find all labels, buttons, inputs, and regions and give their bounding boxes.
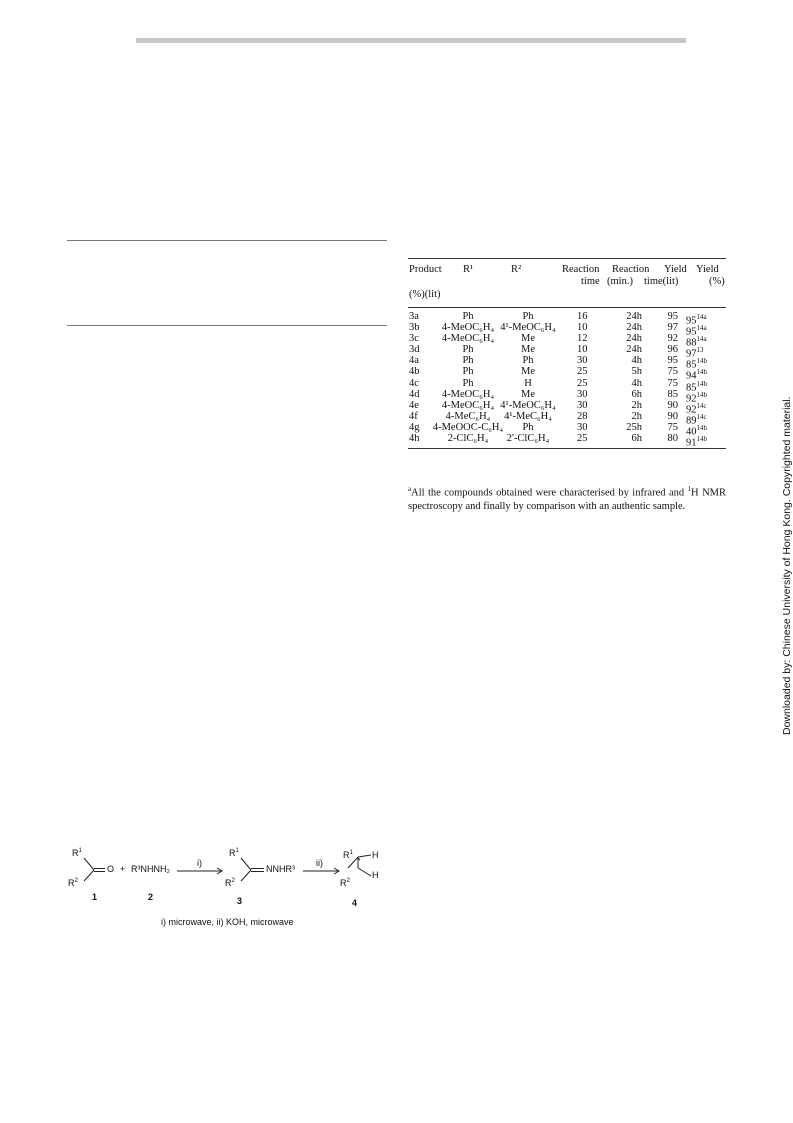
reference-sup: 14b xyxy=(696,379,707,388)
reaction-scheme xyxy=(60,840,360,935)
scheme-r2-sup: 2 xyxy=(74,878,78,884)
left-rule-bottom xyxy=(67,325,387,326)
yield-cell: 85 xyxy=(667,388,678,400)
table-footnote xyxy=(408,483,726,513)
r1-cell: 2-ClC₆H₄ xyxy=(447,433,489,445)
scheme-r1-sup-3: 1 xyxy=(349,850,353,856)
yield-cell: 90 xyxy=(667,399,678,411)
scheme-step-1: i) xyxy=(197,858,202,868)
reference-sup: 14c xyxy=(696,401,707,410)
product-cell: 4d xyxy=(409,388,420,400)
header-reaction-min-2: (min.) xyxy=(607,276,633,287)
reaction-time-cell: 10 xyxy=(577,322,588,334)
header-reaction-time-2: time xyxy=(581,276,600,287)
product-cell: 4a xyxy=(409,355,419,367)
footnote-mark: a xyxy=(408,485,412,493)
yield-lit-value: 85 xyxy=(686,382,697,394)
table-row xyxy=(408,344,726,360)
product-cell: 4e xyxy=(409,399,419,411)
yield-cell: 75 xyxy=(667,366,678,378)
r2-cell: 4¹-MeOC₆H₄ xyxy=(500,399,556,411)
yield-lit-value: 40 xyxy=(686,426,697,438)
scheme-r2-sup-2: 2 xyxy=(231,878,235,884)
yield-lit-value: 92 xyxy=(686,404,697,416)
yield-lit-value: 85 xyxy=(686,359,697,371)
r2-cell: Ph xyxy=(522,355,534,367)
product-cell: 4g xyxy=(409,421,420,433)
yield-cell: 96 xyxy=(667,344,678,356)
table-row xyxy=(408,433,726,449)
table-row xyxy=(408,322,726,338)
reaction-time-cell: 10 xyxy=(577,344,588,356)
scheme-r1-ketone xyxy=(72,848,82,858)
header-reaction-time: Reaction xyxy=(562,264,600,275)
r2-cell: H xyxy=(524,377,532,389)
yield-cell: 80 xyxy=(667,433,678,445)
r1-cell: 4-MeOC₆H₄ xyxy=(441,322,495,334)
reaction-time-lit-cell: 24h xyxy=(626,311,642,322)
scheme-r2-text-3: R xyxy=(340,878,347,888)
scheme-reagent: R³NHNH₂ xyxy=(131,864,170,874)
r1-cell: 4-MeOOC-C₆H₄ xyxy=(432,421,504,433)
header-r2: R² xyxy=(511,264,522,275)
r1-cell: Ph xyxy=(462,377,474,389)
r1-cell: 4-MeOC₆H₄ xyxy=(441,388,495,400)
table-bottom-rule xyxy=(408,448,726,449)
product-cell: 3c xyxy=(409,333,419,345)
r1-cell: Ph xyxy=(462,344,474,356)
scheme-r1-sup-2: 1 xyxy=(235,848,239,854)
reaction-time-lit-cell: 6h xyxy=(631,388,642,400)
reaction-time-cell: 30 xyxy=(577,399,588,411)
table-row xyxy=(408,366,726,382)
yield-cell: 75 xyxy=(667,421,678,433)
header-reaction-min: Reaction xyxy=(612,264,650,275)
reaction-time-lit-cell: 5h xyxy=(631,366,642,378)
reaction-time-lit-cell: 6h xyxy=(631,433,642,445)
scheme-label-4: 4 xyxy=(352,898,358,908)
r2-cell: Me xyxy=(521,344,535,356)
r1-cell: 4-MeOC₆H₄ xyxy=(441,333,495,345)
r1-cell: Ph xyxy=(462,311,474,322)
reaction-time-lit-cell: 4h xyxy=(631,355,642,367)
download-notice: Downloaded by: Chinese University of Hong Kong. Copyrighted material. xyxy=(781,396,793,735)
r2-cell: 4¹-MeC₆H₄ xyxy=(504,410,552,422)
yield-lit-cell xyxy=(686,433,707,450)
header-yield-2: Yield xyxy=(696,264,719,275)
table-row xyxy=(408,355,726,371)
yield-lit-value: 92 xyxy=(686,393,697,405)
product-cell: 4h xyxy=(409,433,420,445)
scheme-r1-sup: 1 xyxy=(78,848,82,854)
reference-sup: 14a xyxy=(696,324,707,333)
scheme-step-2: ii) xyxy=(316,858,323,868)
scheme-r1-text: R xyxy=(72,848,79,858)
reaction-time-cell: 30 xyxy=(577,355,588,367)
reference-sup: 14b xyxy=(696,435,707,444)
reaction-time-lit-cell: 2h xyxy=(631,399,642,411)
r2-cell: Me xyxy=(521,388,535,400)
product-cell: 4c xyxy=(409,377,419,389)
header-product: Product xyxy=(409,264,442,275)
yield-lit-value: 95 xyxy=(686,315,697,327)
reaction-time-lit-cell: 2h xyxy=(631,410,642,422)
yield-cell: 90 xyxy=(667,410,678,422)
scheme-r1-text-2: R xyxy=(229,848,236,858)
reaction-time-cell: 25 xyxy=(577,366,588,378)
scheme-r1-text-3: R xyxy=(343,850,350,860)
reaction-time-lit-cell: 25h xyxy=(626,421,642,433)
yield-cell: 95 xyxy=(667,311,678,322)
r2-cell: Me xyxy=(521,366,535,378)
reference-sup: 14a xyxy=(696,313,707,321)
header-bar xyxy=(136,38,686,43)
scheme-carbonyl-o: O xyxy=(107,864,115,874)
r2-cell: 2'-ClC₆H₄ xyxy=(506,433,550,445)
scheme-r2-sup-3: 2 xyxy=(346,878,350,884)
scheme-label-1: 1 xyxy=(92,892,98,902)
reference-sup: 13 xyxy=(696,346,704,355)
footnote-text-2: H NMR spectroscopy and finally by comparison with an authentic sample. xyxy=(408,487,726,512)
reaction-time-cell: 28 xyxy=(577,410,588,422)
scheme-label-3: 3 xyxy=(237,896,243,906)
footnote-sup: 1 xyxy=(687,485,692,493)
scheme-product-bonds xyxy=(345,850,375,890)
r2-cell: Ph xyxy=(522,311,534,322)
header-yield-1: Yield xyxy=(664,264,687,275)
table-header xyxy=(408,259,726,300)
product-cell: 4b xyxy=(409,366,420,378)
yield-cell: 97 xyxy=(667,322,678,334)
yield-cell: 92 xyxy=(667,333,678,345)
reaction-time-lit-cell: 24h xyxy=(626,322,642,334)
header-yield-1-2: time(lit) xyxy=(644,276,679,287)
scheme-hydrazone-group: NNHR³ xyxy=(266,864,295,874)
r1-cell: 4-MeC₆H₄ xyxy=(445,410,491,422)
results-table xyxy=(408,258,726,449)
footnote-text-1: All the compounds obtained were characterised by infrared and xyxy=(411,487,688,499)
header-yield-2-2: (%) xyxy=(709,276,725,287)
product-cell: 3a xyxy=(409,311,419,322)
scheme-r2-ketone xyxy=(68,878,78,888)
yield-lit-value: 97 xyxy=(686,348,697,360)
reference-sup: 14b xyxy=(696,357,707,366)
product-cell: 3d xyxy=(409,344,420,356)
r2-cell: 4¹-MeOC₆H₄ xyxy=(500,322,556,334)
yield-cell: 75 xyxy=(667,377,678,389)
r1-cell: 4-MeOC₆H₄ xyxy=(441,399,495,411)
reaction-time-cell: 30 xyxy=(577,388,588,400)
r2-cell: Ph xyxy=(522,421,534,433)
scheme-r2-text: R xyxy=(68,878,75,888)
product-cell: 4f xyxy=(409,410,418,422)
reaction-time-lit-cell: 4h xyxy=(631,377,642,389)
yield-cell: 95 xyxy=(667,355,678,367)
r2-cell: Me xyxy=(521,333,535,345)
yield-lit-value: 88 xyxy=(686,337,697,349)
table-row xyxy=(408,311,726,327)
reaction-time-cell: 25 xyxy=(577,377,588,389)
table-body xyxy=(408,311,726,449)
reaction-time-cell: 30 xyxy=(577,421,588,433)
scheme-h-top: H xyxy=(372,850,379,860)
scheme-r2-text-2: R xyxy=(225,878,232,888)
scheme-conditions: i) microwave, ii) KOH, microwave xyxy=(161,917,294,927)
left-rule-top xyxy=(67,240,387,241)
yield-lit-value: 95 xyxy=(686,326,697,338)
yield-lit-value: 94 xyxy=(686,370,697,382)
header-extra: (%)(lit) xyxy=(409,289,441,300)
reaction-time-lit-cell: 24h xyxy=(626,333,642,345)
reference-sup: 14b xyxy=(696,423,707,432)
yield-lit-value: 89 xyxy=(686,415,697,427)
scheme-r1-hydrazone xyxy=(229,848,239,858)
scheme-h-bottom: H xyxy=(372,870,379,880)
r1-cell: Ph xyxy=(462,366,474,378)
header-r1: R¹ xyxy=(463,264,474,275)
reference-sup: 14b xyxy=(696,390,707,399)
reaction-time-cell: 12 xyxy=(577,333,588,345)
scheme-label-2: 2 xyxy=(148,892,154,902)
product-cell: 3b xyxy=(409,322,420,334)
reference-sup: 14a xyxy=(696,335,707,344)
reaction-time-lit-cell: 24h xyxy=(626,344,642,356)
reference-sup: 14c xyxy=(696,412,707,421)
yield-lit-value: 91 xyxy=(686,437,697,449)
reaction-time-cell: 25 xyxy=(577,433,588,445)
table-header-rule xyxy=(408,307,726,308)
reference-sup: 14b xyxy=(696,368,707,377)
r1-cell: Ph xyxy=(462,355,474,367)
scheme-r2-hydrazone xyxy=(225,878,235,888)
scheme-plus: + xyxy=(120,864,126,874)
table-row xyxy=(408,333,726,349)
reaction-time-cell: 16 xyxy=(577,311,588,322)
